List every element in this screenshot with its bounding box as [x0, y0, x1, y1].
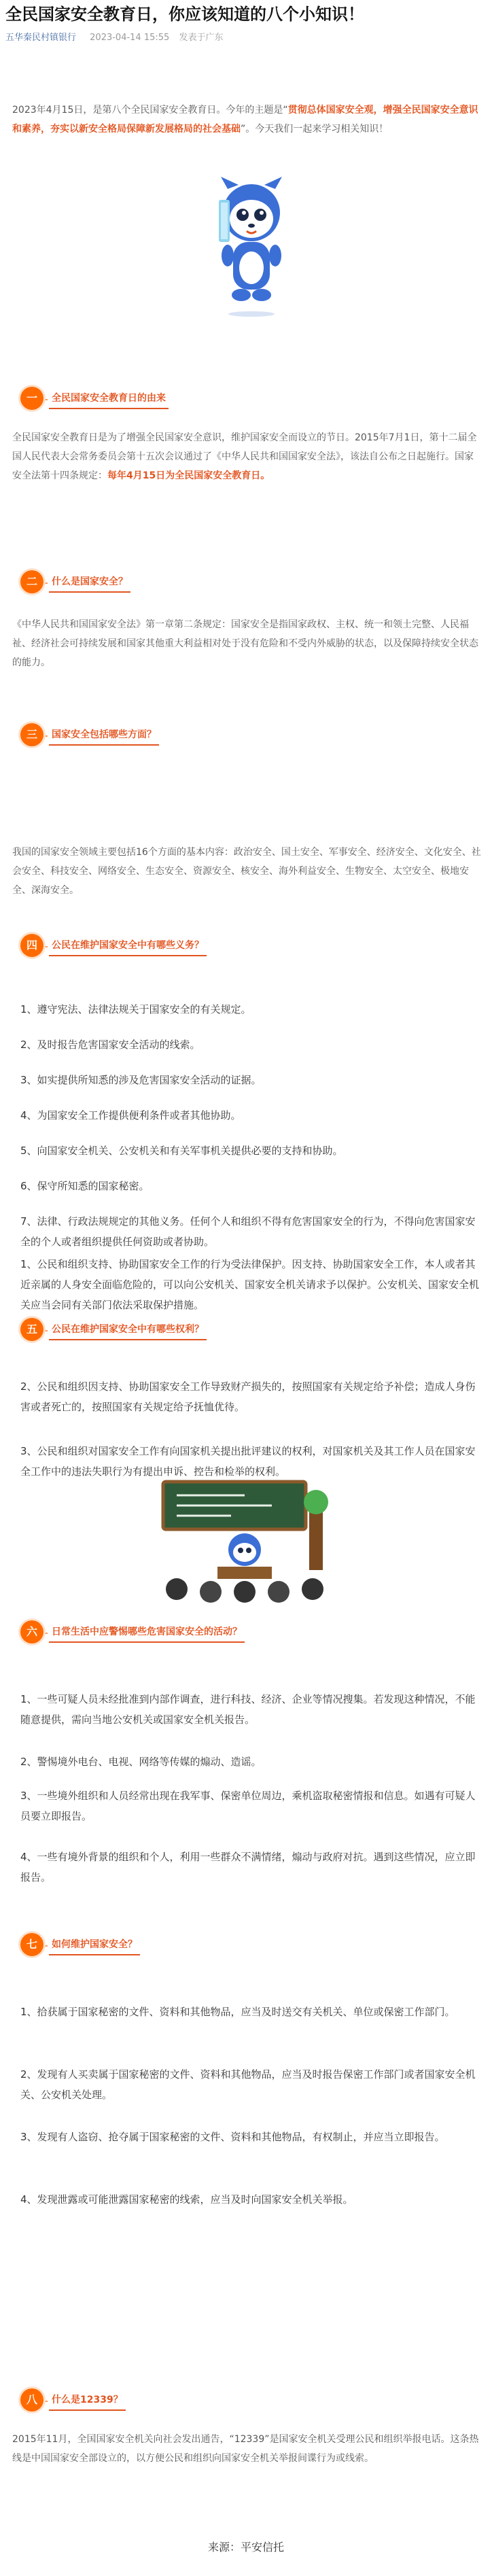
article-meta — [5, 30, 223, 43]
section-6-title: 日常生活中应警惕哪些危害国家安全的活动？ — [49, 1622, 245, 1643]
intro-paragraph — [12, 101, 481, 139]
section-3-number: 三 — [20, 723, 43, 746]
section-7-number: 七 — [20, 1933, 43, 1956]
intro-theme: 贯彻总体国家安全观，增强全民国家安全意识和素养，夯实以新安全格局保障新发展格局的社会基础 — [12, 105, 478, 135]
section-2-body: 《中华人民共和国国家安全法》第一章第二条规定：国家安全是指国家政权、主权、统一和领土完整、人民福祉、经济社会可持续发展和国家其他重大利益相对处于没有危险和不受内外威胁的状态，以及保障持续安全状态的能力。 — [12, 619, 478, 668]
list-item: 3、一些境外组织和人员经常出现在我军事、保密单位周边，乘机盗取秘密情报和信息。如遇有可疑人员要立即报告。 — [20, 1790, 476, 1822]
section-1-title: 全民国家安全教育日的由来 — [49, 389, 169, 409]
article-title: 全民国家安全教育日，你应该知道的八个小知识！ — [5, 5, 364, 24]
publish-date: 2023-04-14 15:55 — [90, 33, 170, 43]
list-item: 2、及时报告危害国家安全活动的线索。 — [20, 1039, 200, 1051]
section-3-title: 国家安全包括哪些方面？ — [49, 725, 159, 746]
section-4-title: 公民在维护国家安全中有哪些义务？ — [49, 936, 207, 956]
section-5-title: 公民在维护国家安全中有哪些权利？ — [49, 1320, 207, 1340]
section-6-number: 六 — [20, 1620, 43, 1643]
section-8-title: 什么是12339？ — [49, 2390, 126, 2411]
mascot-icon — [214, 175, 289, 318]
list-item: 1、拾获属于国家秘密的文件、资料和其他物品，应当及时送交有关机关、单位或保密工作部门。 — [20, 2006, 455, 2018]
section-8-number: 八 — [20, 2388, 43, 2412]
list-item: 6、保守所知悉的国家秘密。 — [20, 1180, 150, 1192]
classroom-illustration — [143, 1475, 347, 1604]
list-item: 3、发现有人盗窃、抢夺属于国家秘密的文件、资料和其他物品，有权制止，并应当立即报告。 — [20, 2131, 445, 2143]
list-item: 1、遵守宪法、法律法规关于国家安全的有关规定。 — [20, 1003, 251, 1015]
section-2-title: 什么是国家安全？ — [49, 572, 130, 593]
list-item: 4、发现泄露或可能泄露国家秘密的线索，应当及时向国家安全机关举报。 — [20, 2193, 353, 2206]
list-item: 1、一些可疑人员未经批准到内部作调查，进行科技、经济、企业等情况搜集。若发现这种情况，不能随意提供，需向当地公安机关或国家安全机关报告。 — [20, 1693, 476, 1726]
list-item: 4、一些有境外背景的组织和个人，利用一些群众不满情绪，煽动与政府对抗。遇到这些情况，应立即报告。 — [20, 1851, 476, 1883]
section-5-number: 五 — [20, 1318, 43, 1341]
list-item: 3、公民和组织对国家安全工作有向国家机关提出批评建议的权利，对国家机关及其工作人员在国家安全工作中的违法失职行为有提出申诉、控告和检举的权利。 — [20, 1445, 476, 1478]
article-source: 来源：平安信托 — [207, 2541, 284, 2554]
section-4-number: 四 — [20, 934, 43, 957]
section-7-title: 如何维护国家安全？ — [49, 1935, 140, 1955]
list-item: 7、法律、行政法规规定的其他义务。任何个人和组织不得有危害国家安全的行为，不得向危害国家安全的个人或者组织提供任何资助或者协助。 — [20, 1215, 476, 1248]
intro-text: 2023年4月15日，是第八个全民国家安全教育日。今年的主题是“ — [12, 105, 288, 116]
list-item: 2、警惕境外电台、电视、网络等传媒的煽动、造谣。 — [20, 1756, 262, 1768]
list-item: 2、公民和组织因支持、协助国家安全工作导致财产损失的，按照国家有关规定给予补偿；造成人身伤害或者死亡的，按照国家有关规定给予抚恤优待。 — [20, 1380, 476, 1413]
section-8-body: 2015年11月，全国国家安全机关向社会发出通告，“12339”是国家安全机关受理公民和组织举报电话。这条热线是中国国家安全部设立的，以方便公民和组织向国家安全机关举报间谍行为或线索。 — [12, 2434, 479, 2464]
section-1-number: 一 — [20, 387, 43, 410]
list-item: 2、发现有人买卖属于国家秘密的文件、资料和其他物品，应当及时报告保密工作部门或者国家安全机关、公安机关处理。 — [20, 2068, 476, 2101]
list-item: 5、向国家安全机关、公安机关和有关军事机关提供必要的支持和协助。 — [20, 1145, 343, 1157]
list-item: 1、公民和组织支持、协助国家安全工作的行为受法律保护。因支持、协助国家安全工作，本人或者其近亲属的人身安全面临危险的，可以向公安机关、国家安全机关请求予以保护。公安机关、国家安全机关应当会同有关部门依法采取保护措施。 — [20, 1258, 480, 1311]
publish-location: 发表于广东 — [179, 33, 224, 43]
section-2-number: 二 — [20, 570, 43, 593]
intro-text-end: ”。今天我们一起来学习相关知识！ — [241, 124, 389, 135]
list-item: 3、如实提供所知悉的涉及危害国家安全活动的证据。 — [20, 1074, 262, 1086]
section-1-body — [12, 428, 481, 485]
section-1-text: 全民国家安全教育日是为了增强全民国家安全意识，维护国家安全而设立的节日。2015年7月1日，第十二届全国人民代表大会常务委员会第十五次会议通过了《中华人民共和国国家安全法》，该法自公布之日起施行。国家安全法第十四条规定： — [12, 432, 477, 481]
section-1-highlight: 每年4月15日为全民国家安全教育日。 — [107, 470, 270, 481]
account-name[interactable]: 五华秦民村镇银行 — [5, 33, 77, 43]
list-item: 4、为国家安全工作提供便利条件或者其他协助。 — [20, 1109, 241, 1121]
section-3-body: 我国的国家安全领域主要包括16个方面的基本内容：政治安全、国土安全、军事安全、经济安全、文化安全、社会安全、科技安全、网络安全、生态安全、资源安全、核安全、海外利益安全、生物安全、太空安全、极地安全、深海安全。 — [12, 847, 481, 896]
